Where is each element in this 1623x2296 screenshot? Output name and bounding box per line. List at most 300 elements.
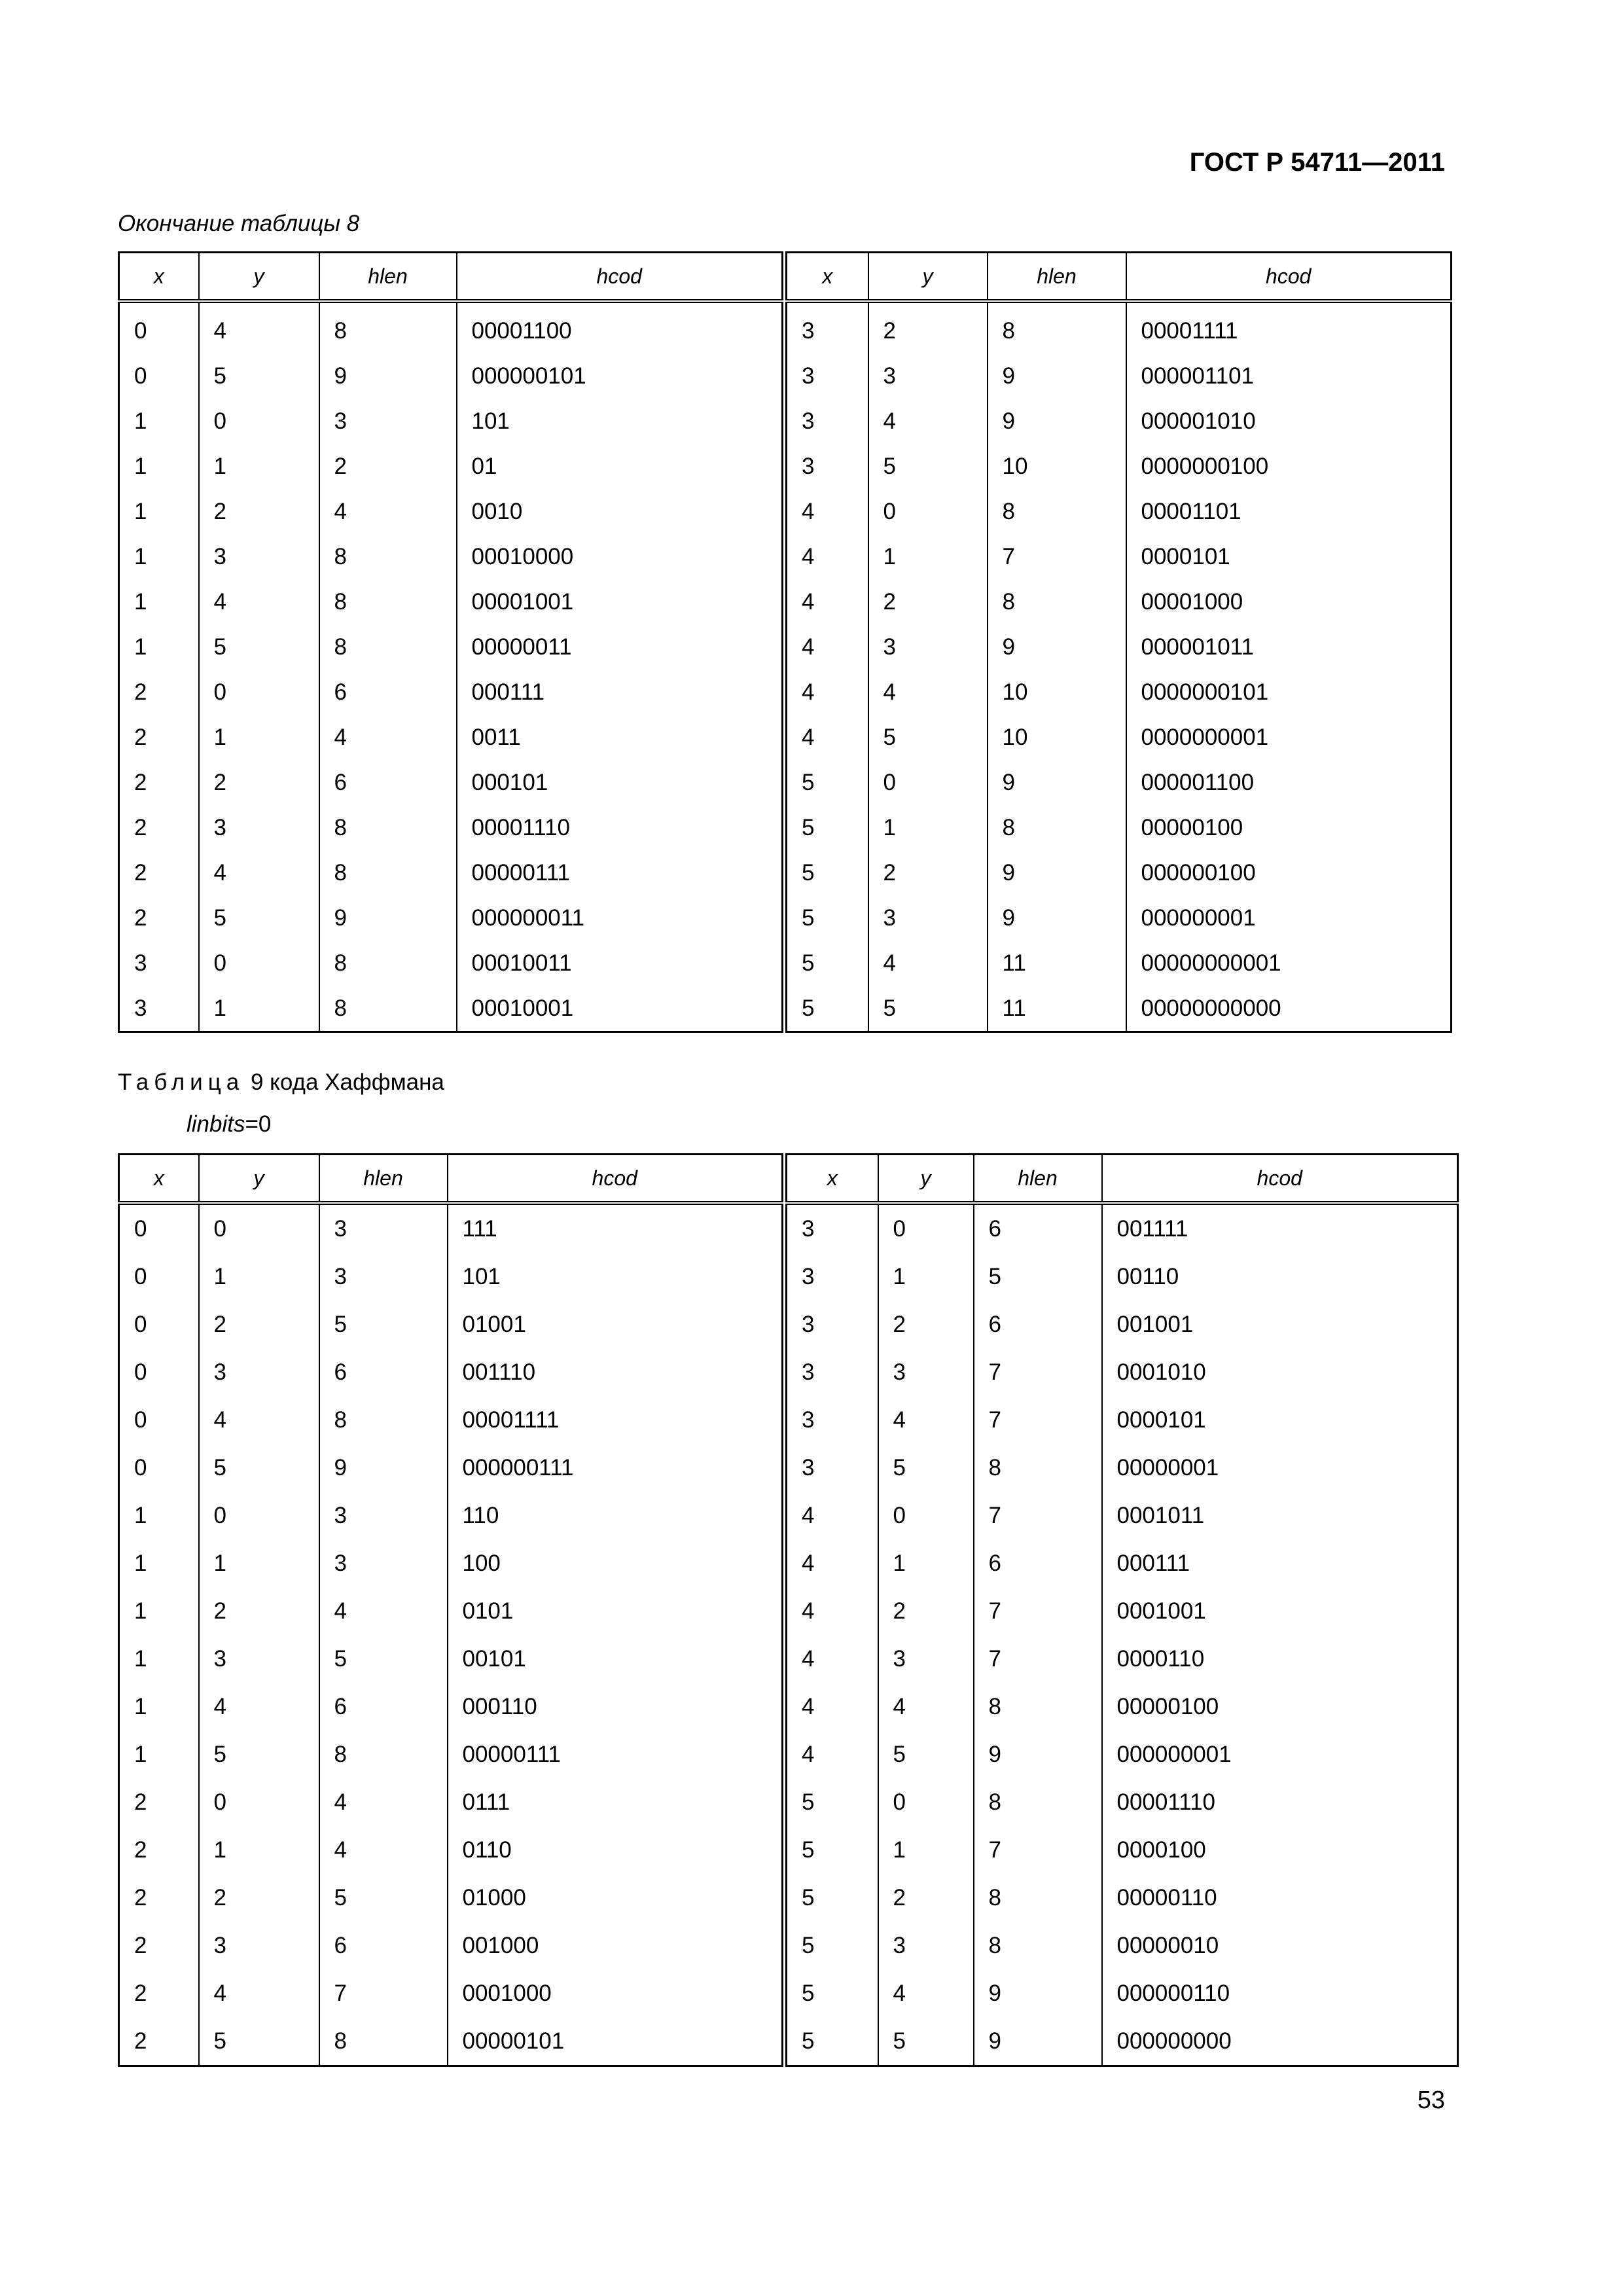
cell-hlen: 6 xyxy=(319,760,457,805)
cell-x: 4 xyxy=(787,1683,878,1731)
cell-hlen: 3 xyxy=(319,1539,448,1587)
table-row xyxy=(787,399,1452,444)
cell-hcod: 00000000001 xyxy=(1126,941,1452,986)
cell-hlen: 2 xyxy=(319,444,457,489)
cell-hcod: 000000001 xyxy=(1126,895,1452,941)
cell-hcod: 000000101 xyxy=(457,353,783,399)
cell-x: 0 xyxy=(119,1253,199,1300)
cell-hcod: 00000101 xyxy=(448,2017,783,2066)
column-header-x: x xyxy=(119,1155,199,1204)
cell-hlen: 8 xyxy=(988,489,1126,534)
cell-hlen: 6 xyxy=(319,1348,448,1396)
table-row xyxy=(119,1826,783,1874)
table-row xyxy=(119,1683,783,1731)
cell-y: 3 xyxy=(868,353,988,399)
cell-y: 2 xyxy=(199,1874,319,1922)
table-row xyxy=(787,624,1452,670)
cell-hcod: 001001 xyxy=(1102,1300,1458,1348)
column-header-y: y xyxy=(199,253,319,302)
cell-hlen: 8 xyxy=(319,1396,448,1444)
cell-hcod: 000111 xyxy=(457,670,783,715)
linbits-note xyxy=(187,1111,271,1138)
cell-y: 2 xyxy=(868,301,988,353)
cell-x: 2 xyxy=(119,1969,199,2017)
cell-x: 3 xyxy=(787,1348,878,1396)
cell-y: 1 xyxy=(199,715,319,760)
cell-hcod: 00101 xyxy=(448,1635,783,1683)
cell-x: 0 xyxy=(119,353,199,399)
linbits-value: =0 xyxy=(245,1111,272,1137)
table-row xyxy=(119,715,783,760)
cell-x: 1 xyxy=(119,1683,199,1731)
cell-x: 5 xyxy=(787,1922,878,1969)
cell-hlen: 7 xyxy=(974,1587,1102,1635)
cell-hlen: 4 xyxy=(319,1826,448,1874)
cell-y: 1 xyxy=(868,805,988,850)
cell-y: 5 xyxy=(199,1731,319,1778)
cell-y: 2 xyxy=(199,760,319,805)
cell-y: 5 xyxy=(878,1731,974,1778)
cell-hlen: 8 xyxy=(974,1874,1102,1922)
cell-y: 5 xyxy=(199,895,319,941)
table-row xyxy=(119,1203,783,1253)
cell-hcod: 00001111 xyxy=(1126,301,1452,353)
cell-x: 2 xyxy=(119,1922,199,1969)
cell-y: 1 xyxy=(199,1253,319,1300)
column-header-x: x xyxy=(787,1155,878,1204)
cell-x: 1 xyxy=(119,534,199,579)
cell-y: 5 xyxy=(199,1444,319,1492)
cell-y: 5 xyxy=(199,2017,319,2066)
cell-hcod: 101 xyxy=(457,399,783,444)
cell-hcod: 0000000100 xyxy=(1126,444,1452,489)
cell-y: 2 xyxy=(878,1587,974,1635)
cell-hcod: 000110 xyxy=(448,1683,783,1731)
page-number: 53 xyxy=(1417,2087,1445,2114)
cell-hcod: 100 xyxy=(448,1539,783,1587)
cell-x: 5 xyxy=(787,2017,878,2066)
cell-hlen: 9 xyxy=(974,2017,1102,2066)
cell-hlen: 8 xyxy=(319,941,457,986)
table-row xyxy=(787,444,1452,489)
cell-hcod: 00001110 xyxy=(457,805,783,850)
cell-hlen: 7 xyxy=(974,1348,1102,1396)
cell-hcod: 00000110 xyxy=(1102,1874,1458,1922)
cell-hcod: 000001010 xyxy=(1126,399,1452,444)
linbits-label: linbits xyxy=(187,1111,245,1137)
table-row xyxy=(787,1874,1458,1922)
table-row xyxy=(787,1492,1458,1539)
cell-hlen: 9 xyxy=(988,399,1126,444)
cell-x: 1 xyxy=(119,399,199,444)
cell-hlen: 9 xyxy=(988,895,1126,941)
cell-x: 5 xyxy=(787,1969,878,2017)
cell-y: 0 xyxy=(868,760,988,805)
column-header-hlen: hlen xyxy=(319,253,457,302)
cell-hcod: 00000100 xyxy=(1126,805,1452,850)
cell-hlen: 7 xyxy=(974,1492,1102,1539)
cell-y: 4 xyxy=(868,941,988,986)
table-row xyxy=(119,1969,783,2017)
cell-x: 3 xyxy=(787,1203,878,1253)
cell-hcod: 111 xyxy=(448,1203,783,1253)
table-row xyxy=(787,1300,1458,1348)
cell-x: 5 xyxy=(787,986,868,1032)
table-row xyxy=(787,1731,1458,1778)
cell-y: 1 xyxy=(868,534,988,579)
cell-x: 5 xyxy=(787,1778,878,1826)
cell-y: 3 xyxy=(199,1922,319,1969)
cell-y: 5 xyxy=(199,624,319,670)
cell-hcod: 00000100 xyxy=(1102,1683,1458,1731)
column-header-hlen: hlen xyxy=(988,253,1126,302)
cell-hcod: 01001 xyxy=(448,1300,783,1348)
column-header-x: x xyxy=(119,253,199,302)
cell-x: 1 xyxy=(119,1539,199,1587)
cell-x: 4 xyxy=(787,1731,878,1778)
cell-hlen: 7 xyxy=(974,1635,1102,1683)
column-header-hcod: hcod xyxy=(1126,253,1452,302)
cell-hlen: 10 xyxy=(988,444,1126,489)
table-row xyxy=(787,1203,1458,1253)
cell-x: 2 xyxy=(119,1778,199,1826)
cell-x: 5 xyxy=(787,805,868,850)
cell-hcod: 000001011 xyxy=(1126,624,1452,670)
cell-hlen: 9 xyxy=(319,1444,448,1492)
cell-y: 3 xyxy=(868,895,988,941)
table-row xyxy=(787,941,1452,986)
table-row xyxy=(787,1969,1458,2017)
cell-y: 3 xyxy=(878,1922,974,1969)
cell-y: 0 xyxy=(199,941,319,986)
cell-hlen: 8 xyxy=(988,579,1126,624)
cell-x: 3 xyxy=(787,1444,878,1492)
cell-hlen: 5 xyxy=(319,1300,448,1348)
cell-hlen: 8 xyxy=(974,1778,1102,1826)
cell-hlen: 8 xyxy=(319,805,457,850)
table8-right xyxy=(785,251,1452,1033)
table-row xyxy=(787,2017,1458,2066)
cell-y: 3 xyxy=(878,1635,974,1683)
cell-hlen: 3 xyxy=(319,1253,448,1300)
table-row xyxy=(119,1922,783,1969)
cell-y: 2 xyxy=(868,579,988,624)
cell-hcod: 0010 xyxy=(457,489,783,534)
cell-hlen: 10 xyxy=(988,670,1126,715)
cell-hcod: 01 xyxy=(457,444,783,489)
cell-x: 0 xyxy=(119,1203,199,1253)
cell-y: 5 xyxy=(199,353,319,399)
cell-y: 5 xyxy=(878,2017,974,2066)
cell-hcod: 000101 xyxy=(457,760,783,805)
cell-y: 1 xyxy=(199,986,319,1032)
table-row xyxy=(119,489,783,534)
cell-hcod: 001000 xyxy=(448,1922,783,1969)
cell-y: 4 xyxy=(878,1396,974,1444)
cell-hcod: 000001100 xyxy=(1126,760,1452,805)
column-header-hcod: hcod xyxy=(1102,1155,1458,1204)
table9-caption-label: Таблица xyxy=(118,1069,245,1095)
table-row xyxy=(119,941,783,986)
cell-hlen: 9 xyxy=(319,353,457,399)
cell-hlen: 6 xyxy=(974,1539,1102,1587)
table-row xyxy=(119,579,783,624)
cell-y: 0 xyxy=(878,1203,974,1253)
cell-y: 4 xyxy=(868,399,988,444)
cell-hcod: 0000000101 xyxy=(1126,670,1452,715)
cell-hcod: 00001001 xyxy=(457,579,783,624)
cell-hlen: 5 xyxy=(319,1874,448,1922)
cell-y: 2 xyxy=(878,1874,974,1922)
cell-x: 1 xyxy=(119,1492,199,1539)
column-header-hcod: hcod xyxy=(457,253,783,302)
table-row xyxy=(119,1587,783,1635)
table-row xyxy=(119,1731,783,1778)
table-row xyxy=(787,805,1452,850)
cell-y: 2 xyxy=(878,1300,974,1348)
cell-x: 4 xyxy=(787,1587,878,1635)
cell-y: 0 xyxy=(199,399,319,444)
table-row xyxy=(787,1348,1458,1396)
cell-hlen: 11 xyxy=(988,986,1126,1032)
cell-hlen: 9 xyxy=(319,895,457,941)
cell-x: 3 xyxy=(119,941,199,986)
cell-hlen: 8 xyxy=(319,534,457,579)
cell-hlen: 10 xyxy=(988,715,1126,760)
cell-hlen: 6 xyxy=(319,1683,448,1731)
table-row xyxy=(119,1300,783,1348)
table9-left xyxy=(118,1153,783,2067)
cell-y: 1 xyxy=(199,444,319,489)
cell-x: 3 xyxy=(787,353,868,399)
cell-hlen: 7 xyxy=(974,1396,1102,1444)
cell-y: 2 xyxy=(199,1300,319,1348)
cell-x: 2 xyxy=(119,850,199,895)
cell-hcod: 000000011 xyxy=(457,895,783,941)
table-row xyxy=(787,1253,1458,1300)
cell-y: 1 xyxy=(878,1539,974,1587)
table-row xyxy=(119,1253,783,1300)
cell-x: 2 xyxy=(119,670,199,715)
cell-hlen: 3 xyxy=(319,399,457,444)
cell-x: 3 xyxy=(787,1396,878,1444)
cell-hcod: 110 xyxy=(448,1492,783,1539)
cell-x: 1 xyxy=(119,1587,199,1635)
cell-hlen: 8 xyxy=(974,1444,1102,1492)
cell-hlen: 8 xyxy=(319,850,457,895)
cell-x: 1 xyxy=(119,1635,199,1683)
table-row xyxy=(787,1635,1458,1683)
table-row xyxy=(787,301,1452,353)
table-row xyxy=(119,1396,783,1444)
cell-hlen: 3 xyxy=(319,1492,448,1539)
cell-hlen: 6 xyxy=(974,1300,1102,1348)
cell-hlen: 8 xyxy=(319,579,457,624)
cell-hcod: 000000100 xyxy=(1126,850,1452,895)
table-row xyxy=(787,760,1452,805)
cell-hlen: 8 xyxy=(319,1731,448,1778)
table-row xyxy=(787,850,1452,895)
table9-caption xyxy=(118,1069,444,1096)
cell-x: 2 xyxy=(119,2017,199,2066)
cell-x: 4 xyxy=(787,624,868,670)
table-row xyxy=(119,850,783,895)
cell-y: 4 xyxy=(199,850,319,895)
cell-y: 3 xyxy=(868,624,988,670)
column-header-y: y xyxy=(199,1155,319,1204)
table-row xyxy=(787,986,1452,1032)
table-row xyxy=(787,1683,1458,1731)
cell-y: 4 xyxy=(199,1396,319,1444)
cell-x: 3 xyxy=(787,399,868,444)
table-header-row xyxy=(119,253,783,302)
table-row xyxy=(787,895,1452,941)
table8-caption: Окончание таблицы 8 xyxy=(118,211,360,236)
cell-hlen: 6 xyxy=(974,1203,1102,1253)
cell-y: 2 xyxy=(199,1587,319,1635)
cell-y: 5 xyxy=(868,986,988,1032)
cell-x: 1 xyxy=(119,444,199,489)
cell-x: 5 xyxy=(787,850,868,895)
cell-y: 4 xyxy=(199,1683,319,1731)
cell-x: 3 xyxy=(787,1253,878,1300)
cell-hlen: 9 xyxy=(988,353,1126,399)
cell-y: 0 xyxy=(199,1203,319,1253)
table-row xyxy=(119,2017,783,2066)
cell-hlen: 4 xyxy=(319,1778,448,1826)
cell-hcod: 001111 xyxy=(1102,1203,1458,1253)
cell-y: 3 xyxy=(199,805,319,850)
cell-hcod: 0111 xyxy=(448,1778,783,1826)
cell-x: 2 xyxy=(119,805,199,850)
cell-hlen: 8 xyxy=(988,805,1126,850)
cell-x: 4 xyxy=(787,579,868,624)
cell-y: 5 xyxy=(868,444,988,489)
cell-y: 4 xyxy=(868,670,988,715)
cell-hlen: 8 xyxy=(319,624,457,670)
table-row xyxy=(119,534,783,579)
cell-x: 4 xyxy=(787,1635,878,1683)
table-row xyxy=(787,579,1452,624)
cell-y: 4 xyxy=(878,1969,974,2017)
cell-hlen: 6 xyxy=(319,670,457,715)
cell-y: 2 xyxy=(199,489,319,534)
cell-hlen: 9 xyxy=(974,1969,1102,2017)
cell-x: 0 xyxy=(119,1348,199,1396)
table-row xyxy=(787,353,1452,399)
table-row xyxy=(787,1587,1458,1635)
cell-x: 5 xyxy=(787,760,868,805)
table-row xyxy=(787,1539,1458,1587)
cell-x: 0 xyxy=(119,1444,199,1492)
cell-hcod: 000000111 xyxy=(448,1444,783,1492)
cell-hcod: 00001110 xyxy=(1102,1778,1458,1826)
cell-x: 4 xyxy=(787,534,868,579)
cell-y: 3 xyxy=(199,534,319,579)
cell-hlen: 5 xyxy=(974,1253,1102,1300)
cell-hcod: 0000000001 xyxy=(1126,715,1452,760)
table8-left xyxy=(118,251,783,1033)
cell-y: 0 xyxy=(199,670,319,715)
cell-hlen: 8 xyxy=(319,986,457,1032)
cell-hlen: 9 xyxy=(988,850,1126,895)
cell-y: 3 xyxy=(199,1348,319,1396)
cell-x: 3 xyxy=(787,301,868,353)
cell-y: 0 xyxy=(199,1492,319,1539)
cell-x: 5 xyxy=(787,1826,878,1874)
document-id: ГОСТ Р 54711—2011 xyxy=(1189,148,1445,177)
cell-x: 3 xyxy=(787,1300,878,1348)
cell-hcod: 0000100 xyxy=(1102,1826,1458,1874)
table-row xyxy=(119,301,783,353)
cell-y: 2 xyxy=(868,850,988,895)
cell-x: 5 xyxy=(787,1874,878,1922)
column-header-hcod: hcod xyxy=(448,1155,783,1204)
table-row xyxy=(119,624,783,670)
table-row xyxy=(119,1778,783,1826)
table-row xyxy=(119,1539,783,1587)
cell-hlen: 9 xyxy=(988,760,1126,805)
cell-y: 4 xyxy=(199,1969,319,2017)
column-header-y: y xyxy=(878,1155,974,1204)
cell-y: 0 xyxy=(878,1492,974,1539)
cell-x: 1 xyxy=(119,579,199,624)
cell-hlen: 3 xyxy=(319,1203,448,1253)
table-row xyxy=(119,1635,783,1683)
cell-y: 3 xyxy=(199,1635,319,1683)
table-row xyxy=(119,895,783,941)
cell-x: 4 xyxy=(787,1539,878,1587)
cell-hcod: 0001010 xyxy=(1102,1348,1458,1396)
table-row xyxy=(787,489,1452,534)
cell-hcod: 00000001 xyxy=(1102,1444,1458,1492)
cell-y: 4 xyxy=(199,301,319,353)
cell-x: 1 xyxy=(119,624,199,670)
cell-hcod: 0101 xyxy=(448,1587,783,1635)
cell-hcod: 0000110 xyxy=(1102,1635,1458,1683)
cell-x: 0 xyxy=(119,1396,199,1444)
cell-y: 0 xyxy=(868,489,988,534)
cell-x: 1 xyxy=(119,1731,199,1778)
cell-hcod: 00000010 xyxy=(1102,1922,1458,1969)
table9-caption-text: 9 кода Хаффмана xyxy=(244,1069,444,1095)
column-header-x: x xyxy=(787,253,868,302)
table-row xyxy=(787,1396,1458,1444)
cell-y: 1 xyxy=(199,1826,319,1874)
table-row xyxy=(787,1444,1458,1492)
table9-right xyxy=(785,1153,1459,2067)
column-header-hlen: hlen xyxy=(974,1155,1102,1204)
table-row xyxy=(119,760,783,805)
cell-hcod: 001110 xyxy=(448,1348,783,1396)
table-row xyxy=(119,1444,783,1492)
table-row xyxy=(787,1922,1458,1969)
cell-hlen: 7 xyxy=(974,1826,1102,1874)
cell-x: 2 xyxy=(119,760,199,805)
cell-x: 4 xyxy=(787,489,868,534)
cell-hcod: 00000000000 xyxy=(1126,986,1452,1032)
cell-hcod: 00001100 xyxy=(457,301,783,353)
cell-hcod: 00000111 xyxy=(457,850,783,895)
cell-hlen: 7 xyxy=(319,1969,448,2017)
table-row xyxy=(787,1778,1458,1826)
column-header-hlen: hlen xyxy=(319,1155,448,1204)
cell-x: 2 xyxy=(119,715,199,760)
table-row xyxy=(787,534,1452,579)
cell-hlen: 6 xyxy=(319,1922,448,1969)
cell-hlen: 8 xyxy=(974,1922,1102,1969)
cell-hcod: 0001011 xyxy=(1102,1492,1458,1539)
